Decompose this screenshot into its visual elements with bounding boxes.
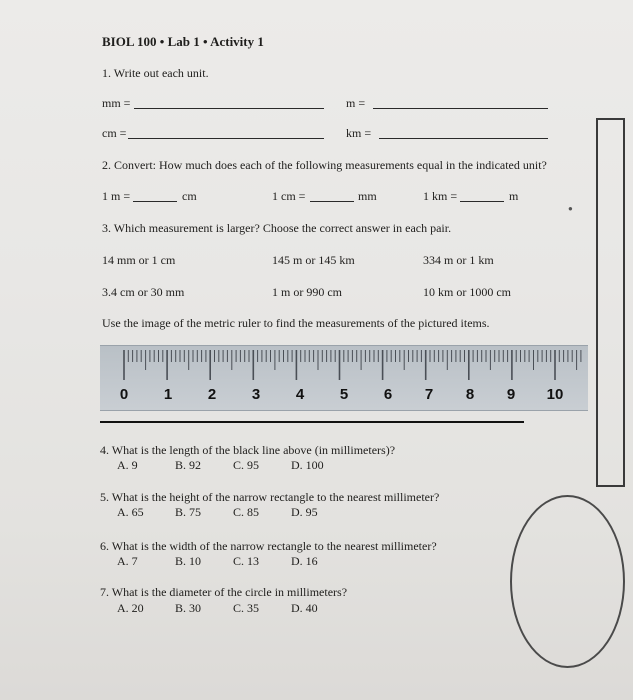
question-6: 6. What is the width of the narrow rectangle to the nearest millimeter? [100,539,437,553]
ruler-number: 10 [546,386,564,403]
q3-pair[interactable]: 334 m or 1 km [423,253,494,267]
q2-km-left: 1 km = [423,189,458,203]
choice[interactable]: C. 35 [233,601,260,615]
measured-black-line [100,421,524,423]
question-5: 5. What is the height of the narrow rectangle to the nearest millimeter? [100,490,440,504]
choice[interactable]: B. 30 [175,601,202,615]
choice[interactable]: A. 9 [117,458,138,472]
ruler-number: 2 [207,386,217,403]
ruler-number: 1 [163,386,173,403]
q3-pair[interactable]: 1 m or 990 cm [272,285,342,299]
q3-pair[interactable]: 10 km or 1000 cm [423,285,511,299]
q2-km-answer-line[interactable] [460,201,504,202]
q2-m-left: 1 m = [102,189,131,203]
choice[interactable]: C. 13 [233,554,260,568]
q2-km-unit: m [509,189,519,203]
ruler-number: 4 [295,386,305,403]
q2-m-answer-line[interactable] [133,201,177,202]
choice[interactable]: D. 16 [291,554,318,568]
ruler-number: 7 [424,386,434,403]
q3-pair[interactable]: 3.4 cm or 30 mm [102,285,185,299]
q3-pair[interactable]: 14 mm or 1 cm [102,253,176,267]
q2-cm-left: 1 cm = [272,189,306,203]
choice[interactable]: A. 65 [117,505,144,519]
q1-prompt: 1. Write out each unit. [102,66,209,80]
q3-prompt: 3. Which measurement is larger? Choose the correct answer in each pair. [102,221,452,235]
choice[interactable]: C. 85 [233,505,260,519]
q2-cm-unit: mm [358,189,377,203]
q1-m-answer-line[interactable] [373,108,548,109]
q2-prompt: 2. Convert: How much does each of the following measurements equal in the indicated unit? [102,158,547,172]
choice[interactable]: A. 20 [117,601,144,615]
ruler-number: 5 [339,386,349,403]
question-6-choices [117,554,318,569]
narrow-rectangle [596,118,625,487]
q1-m-label: m = [346,96,366,110]
question-5-choices [117,505,318,520]
metric-ruler [100,345,588,411]
ruler-number: 0 [119,386,129,403]
q2-m-unit: cm [182,189,197,203]
question-7: 7. What is the diameter of the circle in millimeters? [100,585,348,599]
q1-km-answer-line[interactable] [379,138,548,139]
ruler-instructions: Use the image of the metric ruler to find the measurements of the pictured items. [102,316,490,330]
choice[interactable]: D. 40 [291,601,318,615]
ruler-number: 9 [506,386,516,403]
ruler-numbers [100,386,588,406]
choice[interactable]: B. 92 [175,458,202,472]
q2-cm-answer-line[interactable] [310,201,354,202]
question-4-choices [117,458,324,473]
choice[interactable]: B. 75 [175,505,202,519]
pencil-mark: ● [568,204,573,213]
q1-cm-label: cm = [102,126,127,140]
choice[interactable]: A. 7 [117,554,138,568]
question-4: 4. What is the length of the black line above (in millimeters)? [100,443,396,457]
choice[interactable]: D. 100 [291,458,324,472]
measured-circle [510,495,625,668]
q1-mm-answer-line[interactable] [134,108,324,109]
ruler-number: 3 [251,386,261,403]
choice[interactable]: C. 95 [233,458,260,472]
question-7-choices [117,601,318,616]
choice[interactable]: B. 10 [175,554,202,568]
q3-pair[interactable]: 145 m or 145 km [272,253,355,267]
q1-km-label: km = [346,126,372,140]
ruler-number: 8 [465,386,475,403]
ruler-number: 6 [383,386,393,403]
page-title: BIOL 100 • Lab 1 • Activity 1 [102,34,264,49]
choice[interactable]: D. 95 [291,505,318,519]
q1-mm-label: mm = [102,96,131,110]
q1-cm-answer-line[interactable] [128,138,324,139]
ruler-ticks [100,348,588,388]
